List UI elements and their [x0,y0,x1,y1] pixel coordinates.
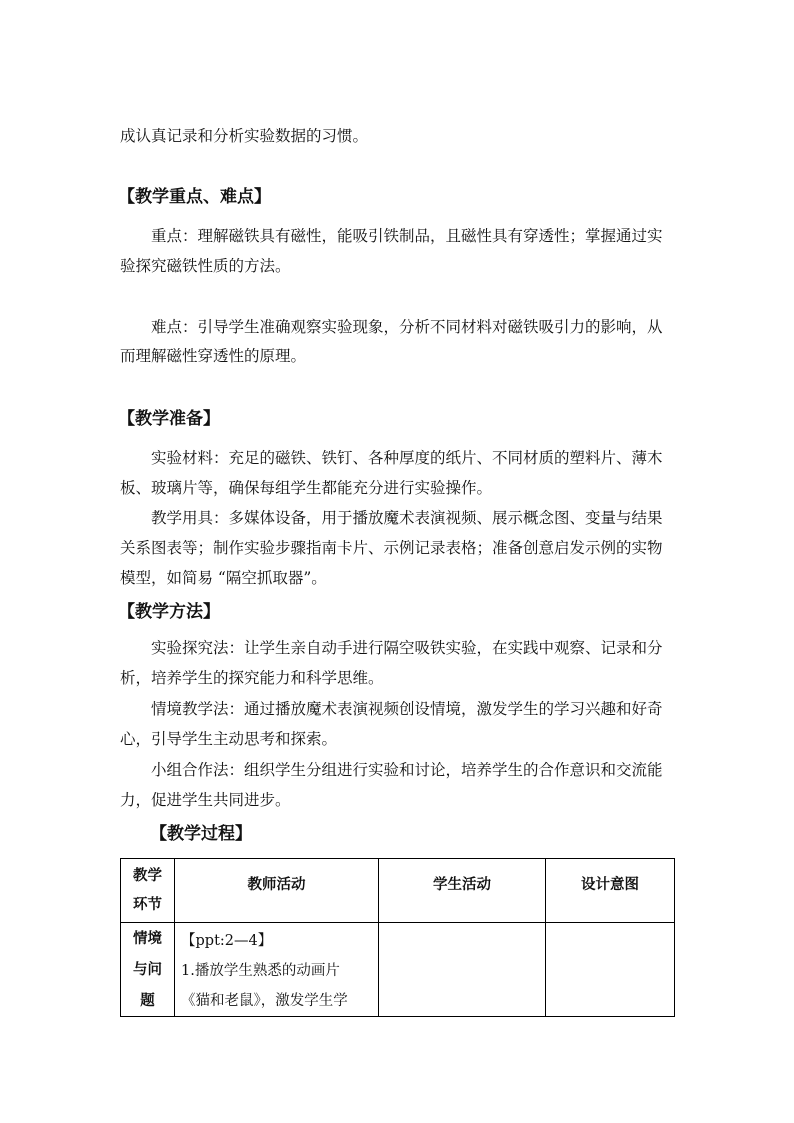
materials-line-1: 实验材料：充足的磁铁、铁钉、各种厚度的纸片、不同材质的塑料片、薄木 [151,449,663,467]
prep-heading: 【教学准备】 [118,409,220,429]
methods-heading: 【教学方法】 [118,602,220,622]
difficulty-line-1: 难点：引导学生准确观察实验现象，分析不同材料对磁铁吸引力的影响，从 [151,318,663,336]
table-header-row [121,859,675,923]
stage-cell [121,923,175,1017]
method-2-line-2: 心，引导学生主动思考和探索。 [120,730,338,748]
method-3-line-2: 力，促进学生共同进步。 [120,791,291,809]
design-intent-cell [546,923,675,1017]
header-design-intent [546,859,675,923]
key-point-line-2: 验探究磁铁性质的方法。 [120,257,291,275]
method-2-line-1: 情境教学法：通过播放魔术表演视频创设情境，激发学生的学习兴趣和好奇 [151,700,663,718]
method-3-line-1: 小组合作法：组织学生分组进行实验和讨论，培养学生的合作意识和交流能 [151,761,663,779]
method-1-line-2: 析，培养学生的探究能力和科学思维。 [120,669,384,687]
header-student-activity [379,859,546,923]
header-stage [121,859,175,923]
tools-line-3: 模型，如简易 “隔空抓取器”。 [120,569,327,587]
intro-tail-text: 成认真记录和分析实验数据的习惯。 [120,127,369,145]
header-stage-line-1: 教学 [133,867,162,884]
tools-line-1: 教学用具：多媒体设备，用于播放魔术表演视频、展示概念图、变量与结果 [151,509,663,527]
stage-line-1: 情境 [133,930,162,947]
header-stage-line-2: 环节 [133,896,162,913]
teaching-process-table [120,858,675,1017]
materials-line-2: 板、玻璃片等，确保每组学生都能充分进行实验操作。 [120,479,493,497]
difficulty-line-2: 而理解磁性穿透性的原理。 [120,347,307,365]
keypoints-heading: 【教学重点、难点】 [118,187,271,207]
teacher-activity-line-2: 1.播放学生熟悉的动画片 [181,963,340,979]
method-1-line-1: 实验探究法：让学生亲自动手进行隔空吸铁实验，在实践中观察、记录和分 [151,639,663,657]
stage-line-2: 与问 [133,961,162,978]
header-student-activity-label: 学生活动 [433,876,491,893]
student-activity-cell [379,923,546,1017]
teacher-activity-cell [175,923,379,1017]
teacher-activity-line-3: 《猫和老鼠》，激发学生学 [181,993,348,1009]
key-point-line-1: 重点：理解磁铁具有磁性，能吸引铁制品，且磁性具有穿透性；掌握通过实 [151,227,663,245]
teacher-activity-line-1: 【ppt:2—4】 [181,933,273,949]
header-design-intent-label: 设计意图 [581,876,639,893]
tools-line-2: 关系图表等；制作实验步骤指南卡片、示例记录表格；准备创意启发示例的实物 [120,539,663,557]
table-row [121,923,675,1017]
process-heading: 【教学过程】 [150,824,252,844]
header-teacher-activity-label: 教师活动 [247,876,306,893]
header-teacher-activity [175,859,379,923]
stage-line-3: 题 [140,992,155,1009]
